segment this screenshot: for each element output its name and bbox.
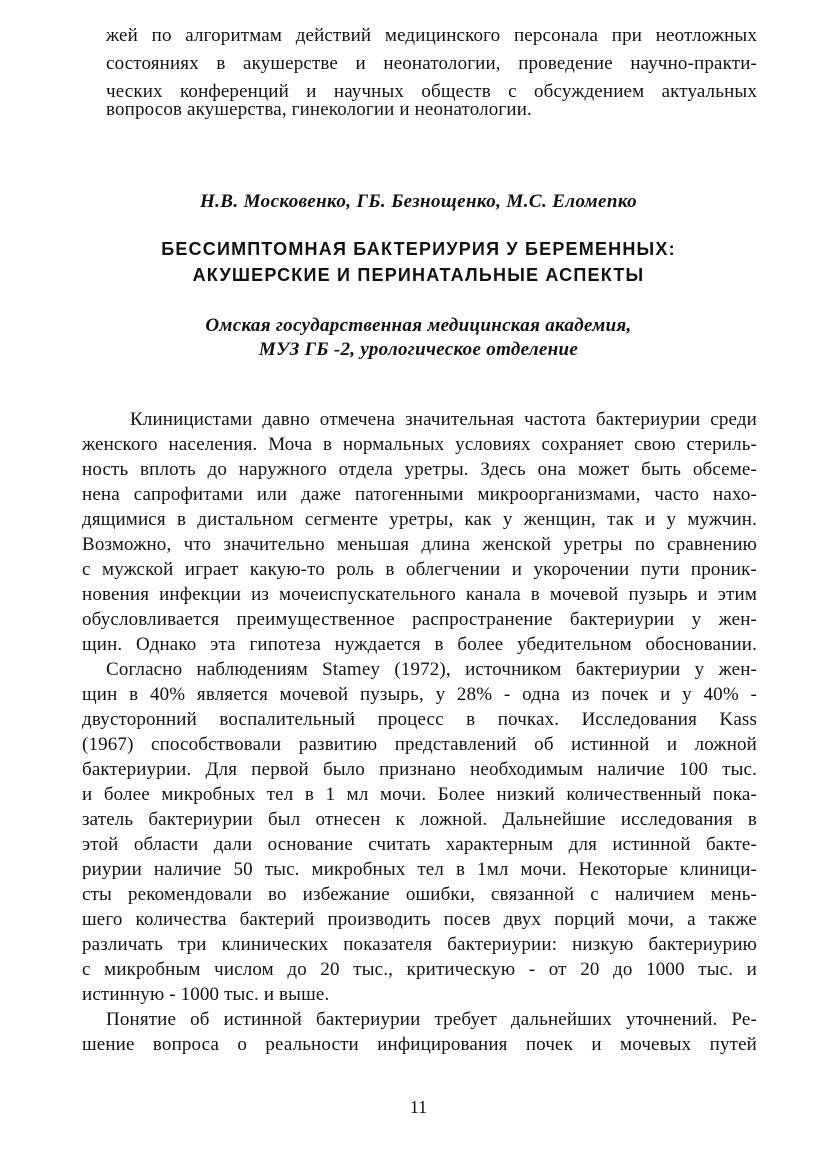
body-line: ность вплоть до наружного отдела уретры. Здесь она может быть обсеме- [82,459,757,480]
intro-line: вопросов акушерства, гинекологии и неонатологии. [106,99,532,120]
intro-line: жей по алгоритмам действий медицинского персонала при неотложных [106,25,757,46]
intro-line: состояниях в акушерстве и неонатологии, проведение научно-практи- [106,53,757,74]
body-line: с мужской играет какую-то роль в облегчении и укорочении пути проник- [82,559,757,580]
body-line: бактериурии. Для первой было признано необходимым наличие 100 тыс. [82,759,757,780]
body-line: этой области дали основание считать характерным для истинной бакте- [82,834,757,855]
intro-line: ческих конференций и научных обществ с обсуждением актуальных [106,81,757,102]
body-line: новения инфекции из мочеиспускательного канала в мочевой пузырь и этим [82,584,757,605]
body-line: Возможно, что значительно меньшая длина женской уретры по сравнению [82,534,757,555]
body-line: с микробным числом до 20 тыс., критическую - от 20 до 1000 тыс. и [82,959,757,980]
body-line: Понятие об истинной бактериурии требует дальнейших уточнений. Ре- [106,1009,757,1030]
article-authors: Н.В. Московенко, ГБ. Безнощенко, М.С. Еломепко [199,191,638,212]
body-line: женского населения. Моча в нормальных условиях сохраняет свою стериль- [82,434,757,455]
body-line: истинную - 1000 тыс. и выше. [82,984,330,1005]
article-title-line-1: БЕССИМПТОМНАЯ БАКТЕРИУРИЯ У БЕРЕМЕННЫХ: [161,239,676,259]
body-line: сты рекомендовали во избежание ошибки, связанной с наличием мень- [82,884,757,905]
body-line: щин в 40% является мочевой пузырь, у 28% - одна из почек и у 40% - [82,684,757,705]
affiliation-line-1: Омская государственная медицинская академия, [205,315,632,336]
body-line: различать три клинических показателя бактериурии: низкую бактериурию [82,934,757,955]
body-line: нена сапрофитами или даже патогенными микроорганизмами, часто нахо- [82,484,757,505]
page-number: 11 [409,1097,428,1117]
affiliation-line-2: МУЗ ГБ -2, урологическое отделение [258,339,579,360]
body-line: шего количества бактерий производить посев двух порций мочи, а также [82,909,757,930]
body-line: обусловливается преимущественное распространение бактериурии у жен- [82,609,757,630]
body-line: щин. Однако эта гипотеза нуждается в более убедительном обосновании. [82,634,757,655]
body-line: затель бактериурии был отнесен к ложной. Дальнейшие исследования в [82,809,757,830]
body-line: Клиницистами давно отмечена значительная частота бактериурии среди [130,409,757,430]
body-line: и более микробных тел в 1 мл мочи. Более низкий количественный пока- [82,784,757,805]
body-line: шение вопроса о реальности инфицирования почек и мочевых путей [82,1034,757,1055]
body-line: риурии наличие 50 тыс. микробных тел в 1мл мочи. Некоторые клиници- [82,859,757,880]
body-line: дящимися в дистальном сегменте уретры, как у женщин, так и у мужчин. [82,509,757,530]
article-title-line-2: АКУШЕРСКИЕ И ПЕРИНАТАЛЬНЫЕ АСПЕКТЫ [192,265,645,285]
body-line: Согласно наблюдениям Stamey (1972), источником бактериурии у жен- [106,659,757,680]
body-line: (1967) способствовали развитию представлений об истинной и ложной [82,734,757,755]
body-line: двусторонний воспалительный процесс в почках. Исследования Kass [82,709,757,730]
